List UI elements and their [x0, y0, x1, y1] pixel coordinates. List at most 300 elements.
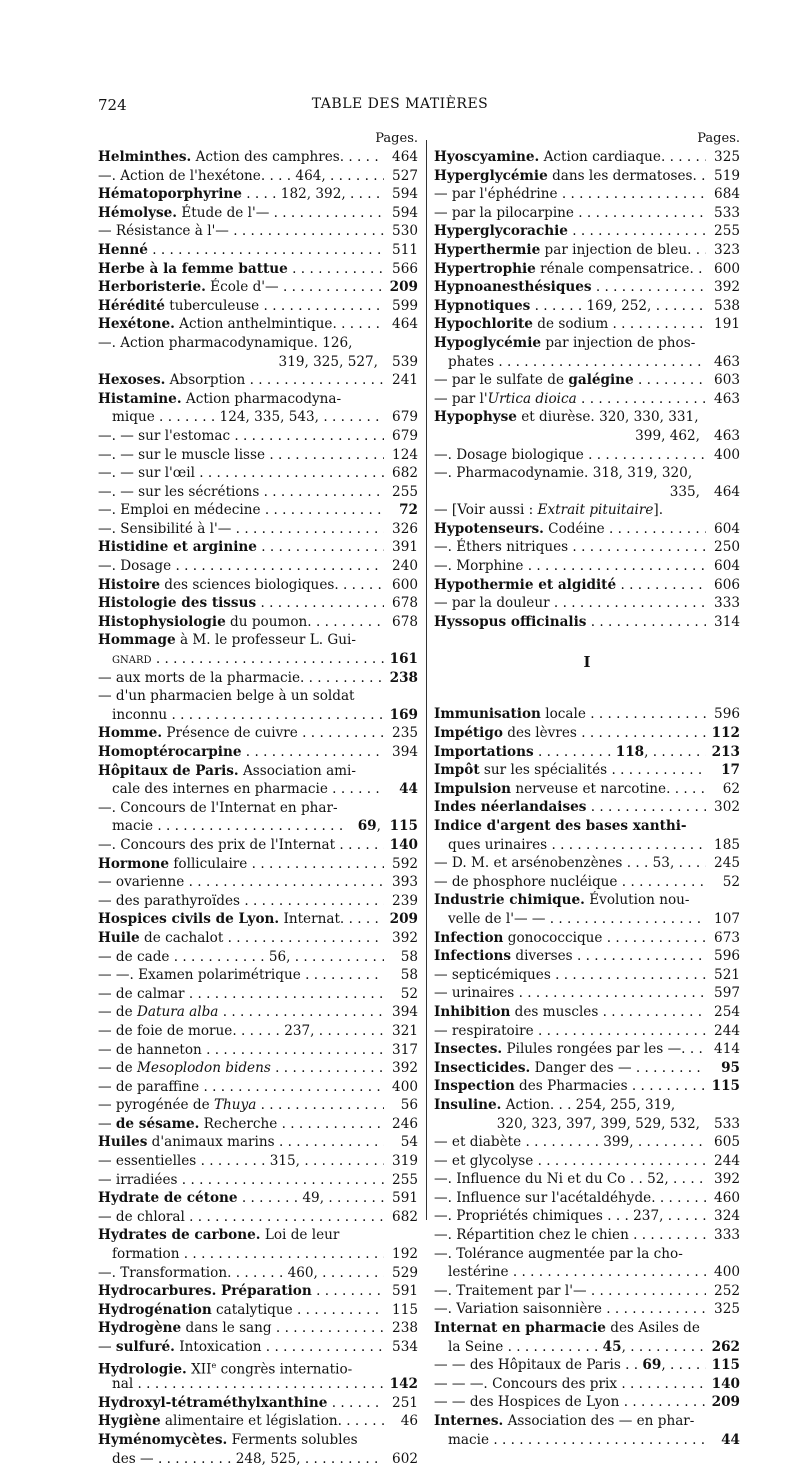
- entry-page: 684: [706, 185, 740, 204]
- index-entry: [434, 947, 740, 966]
- entry-page: 262: [706, 1338, 740, 1357]
- entry-text: Internat en pharmacie des Asiles de: [434, 1320, 700, 1337]
- entry-text: —. Concours de l'Internat en phar-: [98, 799, 338, 816]
- index-entry: [98, 836, 418, 855]
- index-entry: [434, 1356, 740, 1375]
- entry-page: 319: [384, 1152, 418, 1171]
- page-header: [0, 96, 800, 116]
- index-entry: [434, 910, 740, 929]
- entry-page: 463: [706, 390, 740, 409]
- entries-right: [434, 148, 740, 1449]
- entry-page: 302: [706, 798, 740, 817]
- entry-text: —. — sur l'estomac . . .: [98, 427, 384, 446]
- index-entry: [98, 1338, 418, 1357]
- entry-text: Hyperglycémie dans les dermatoses. . . .: [434, 167, 706, 186]
- entry-text: — par la douleur . . .: [434, 594, 706, 613]
- index-entry: [98, 780, 418, 799]
- index-entry: [98, 687, 418, 706]
- entry-page: 539: [384, 353, 418, 372]
- entry-page: 464: [384, 148, 418, 167]
- entry-text: lestérine . . .: [448, 1263, 706, 1282]
- index-entry: [98, 1282, 418, 1301]
- entry-text: —. Concours des prix de l'Internat . . . .: [98, 836, 384, 855]
- entry-page: 246: [384, 1115, 418, 1134]
- index-entry: [98, 1226, 418, 1245]
- entry-text: — ovarienne . . .: [98, 873, 384, 892]
- index-entry: [434, 1375, 740, 1394]
- entry-text: Histidine et arginine . . .: [98, 538, 384, 557]
- index-entry: [434, 241, 740, 260]
- entry-page: 529: [384, 1264, 418, 1283]
- entry-text: nal . . .: [112, 1375, 384, 1394]
- index-entry: [434, 594, 740, 613]
- index-entry: [434, 557, 740, 576]
- index-entry: [98, 315, 418, 334]
- index-entry: [434, 836, 740, 855]
- index-entry: [434, 1300, 740, 1319]
- index-entry: [98, 185, 418, 204]
- entry-text: Hôpitaux de Paris. Association ami-: [98, 762, 357, 779]
- index-entry: [98, 1022, 418, 1041]
- index-column-left: [98, 130, 418, 1468]
- index-entry: [98, 892, 418, 911]
- entry-text: Hydrogène dans le sang . . .: [98, 1319, 384, 1338]
- index-entry: [98, 1096, 418, 1115]
- index-entry: [98, 483, 418, 502]
- index-entry: [98, 743, 418, 762]
- index-entry: [98, 1245, 418, 1264]
- column-divider: [426, 140, 427, 1220]
- entry-page: 392: [706, 1170, 740, 1189]
- entry-text: Herboristerie. École d'— . . .: [98, 278, 384, 297]
- entry-text: Hypnoanesthésiques . . .: [434, 278, 706, 297]
- entry-text: Hyoscyamine. Action cardiaque. . . . . .: [434, 148, 706, 167]
- entry-text: —. — sur les sécrétions . . .: [98, 483, 384, 502]
- entry-page: 591: [384, 1282, 418, 1301]
- entry-page: 191: [706, 315, 740, 334]
- entry-text: —. — sur le muscle lisse . . .: [98, 446, 384, 465]
- index-entry: [434, 1226, 740, 1245]
- entry-text: — de foie de morue. . . . . . 237, . . .: [98, 1022, 384, 1041]
- entry-text: Insuline. Action. . . 254, 255, 319,: [434, 1096, 676, 1113]
- entry-text: — —. Examen polarimétrique . . . . . .: [98, 966, 384, 985]
- index-entry: [98, 297, 418, 316]
- index-entry: [98, 1431, 418, 1450]
- entry-text: Hygiène alimentaire et législation. . . . .: [98, 1412, 384, 1431]
- entry-page: 463: [706, 427, 740, 446]
- entry-page: 209: [384, 910, 418, 929]
- entry-text: — — des Hospices de Lyon . . .: [434, 1393, 706, 1412]
- entry-text: — de Datura alba . . .: [98, 1003, 384, 1022]
- entry-text: Histophysiologie du poumon. . . . . . .: [98, 613, 384, 632]
- entry-page: 169: [384, 706, 418, 725]
- entry-page: 606: [706, 576, 740, 595]
- entry-page: 604: [706, 557, 740, 576]
- index-entry: [98, 1133, 418, 1152]
- entry-page: 324: [706, 1207, 740, 1226]
- entry-page: 392: [384, 929, 418, 948]
- entry-text: — des parathyroïdes . . .: [98, 892, 384, 911]
- entry-text: Hérédité tuberculeuse . . .: [98, 297, 384, 316]
- entry-text: 399, 462,: [635, 427, 700, 444]
- entry-text: Hypothermie et algidité . . .: [434, 576, 706, 595]
- index-entry: [98, 1319, 418, 1338]
- index-entry: [98, 1301, 418, 1320]
- entry-text: —. Répartition chez le chien . . . . . . .: [434, 1226, 706, 1245]
- index-entry: [434, 743, 740, 762]
- entry-page: 679: [384, 427, 418, 446]
- entry-page: 252: [706, 1282, 740, 1301]
- index-entry: [434, 148, 740, 167]
- entry-page: 594: [384, 185, 418, 204]
- index-entry: [434, 780, 740, 799]
- entry-page: 255: [384, 483, 418, 502]
- entry-text: Hyménomycètes. Ferments solubles: [98, 1431, 358, 1448]
- section-letter-text: I: [583, 653, 591, 672]
- entry-text: —. Éthers nitriques . . .: [434, 538, 706, 557]
- entry-text: —. Emploi en médecine . . .: [98, 501, 384, 520]
- index-entry: [98, 427, 418, 446]
- index-entry: [434, 1096, 740, 1115]
- index-entry: [434, 1059, 740, 1078]
- section-letter: [434, 631, 740, 705]
- index-entry: [98, 464, 418, 483]
- entry-page: 538: [706, 297, 740, 316]
- index-entry: [98, 873, 418, 892]
- index-entry: [434, 724, 740, 743]
- index-entry: [434, 278, 740, 297]
- index-entry: [98, 1208, 418, 1227]
- entry-page: 678: [384, 594, 418, 613]
- entry-text: — de hanneton . . .: [98, 1041, 384, 1060]
- entry-text: Hydrogénation catalytique . . .: [98, 1301, 384, 1320]
- entry-text: Impétigo des lèvres . . .: [434, 724, 706, 743]
- entry-text: Hypophyse et diurèse. 320, 330, 331,: [434, 409, 699, 426]
- index-entry: [434, 873, 740, 892]
- index-entry: [98, 520, 418, 539]
- index-entry: [98, 1412, 418, 1431]
- index-entry: [98, 724, 418, 743]
- entry-text: phates . . .: [448, 353, 706, 372]
- entry-page: 325: [706, 148, 740, 167]
- entry-text: macie . . .: [448, 1431, 706, 1450]
- entry-page: 392: [706, 278, 740, 297]
- entry-page: 240: [384, 557, 418, 576]
- index-entry: [434, 334, 740, 353]
- entry-text: — aux morts de la pharmacie. . . . . . .: [98, 669, 384, 688]
- entry-text: Importations . . . . . . . . . 118, . . .: [434, 743, 706, 762]
- index-entry: [434, 1022, 740, 1041]
- entry-text: Histoire des sciences biologiques. . . . .: [98, 576, 384, 595]
- index-entry: [434, 501, 740, 520]
- entry-page: 323: [706, 241, 740, 260]
- index-entry: [98, 408, 418, 427]
- entry-page: 679: [384, 408, 418, 427]
- entry-text: Hyssopus officinalis . . .: [434, 613, 706, 632]
- entry-text: — irradiées . . .: [98, 1171, 384, 1190]
- entry-text: Henné . . .: [98, 241, 384, 260]
- index-entry: [98, 501, 418, 520]
- index-entry: [434, 185, 740, 204]
- entry-text: inconnu . . .: [112, 706, 384, 725]
- entry-page: 464: [706, 483, 740, 502]
- index-entry: [434, 1319, 740, 1338]
- entry-text: 335,: [669, 483, 700, 500]
- entry-page: 107: [706, 910, 740, 929]
- entry-text: — de chloral . . .: [98, 1208, 384, 1227]
- index-entry: [434, 854, 740, 873]
- entry-page: 244: [706, 1152, 740, 1171]
- entry-page: 414: [706, 1040, 740, 1059]
- index-entry: [98, 241, 418, 260]
- entry-page: 463: [706, 353, 740, 372]
- entry-text: Hypertrophie rénale compensatrice. . . .: [434, 260, 706, 279]
- index-entry: [98, 929, 418, 948]
- index-entry: [98, 1003, 418, 1022]
- entry-page: 185: [706, 836, 740, 855]
- entry-page: 603: [706, 371, 740, 390]
- entry-page: 140: [384, 836, 418, 855]
- entry-page: 600: [706, 260, 740, 279]
- page-number: 724: [98, 96, 127, 114]
- pages-label: Pages.: [375, 131, 418, 146]
- index-entry: [98, 390, 418, 409]
- entry-page: 325: [706, 1300, 740, 1319]
- index-entry: [434, 984, 740, 1003]
- entry-page: 682: [384, 1208, 418, 1227]
- index-entry: [434, 483, 740, 502]
- entry-text: Hydrates de carbone. Loi de leur: [98, 1227, 340, 1244]
- index-entry: [434, 1133, 740, 1152]
- entry-text: Homoptérocarpine . . .: [98, 743, 384, 762]
- entry-page: 592: [384, 855, 418, 874]
- entry-text: Hydroxyl-tétraméthylxanthine . . . . . .: [98, 1394, 384, 1413]
- entry-text: — Résistance à l'— . . .: [98, 222, 384, 241]
- entry-text: Insectes. Pilules rongées par les —. . . .: [434, 1040, 706, 1059]
- index-entry: [98, 762, 418, 781]
- entry-text: Hydrocarbures. Préparation . . . . . . .: [98, 1282, 384, 1301]
- entry-page: 534: [384, 1338, 418, 1357]
- index-entry: [98, 799, 418, 818]
- entry-text: — par l'Urtica dioica . . .: [434, 390, 706, 409]
- index-entry: [434, 1189, 740, 1208]
- index-entry: [434, 371, 740, 390]
- entry-text: macie . . . . . . . . . . . . . . . .: [112, 817, 348, 836]
- index-entry: [434, 761, 740, 780]
- entry-page: 394: [384, 743, 418, 762]
- entry-text: Impulsion nerveuse et narcotine. . . . . .: [434, 780, 706, 799]
- entry-page: 209: [384, 278, 418, 297]
- entry-text: Hyperthermie par injection de bleu. . . .: [434, 241, 706, 260]
- entry-page: 596: [706, 705, 740, 724]
- entry-page: 533: [706, 1115, 740, 1134]
- index-entry: [434, 1338, 740, 1357]
- entry-page: 566: [384, 260, 418, 279]
- pages-label: Pages.: [697, 131, 740, 146]
- entry-page: 255: [706, 222, 740, 241]
- entry-text: Helminthes. Action des camphres. . . . .: [98, 148, 384, 167]
- index-entry: [434, 817, 740, 836]
- entry-text: Immunisation locale . . .: [434, 705, 706, 724]
- index-entry: [434, 1282, 740, 1301]
- entry-page: 460: [706, 1189, 740, 1208]
- index-entry: [434, 353, 740, 372]
- entry-text: Histamine. Action pharmacodyna-: [98, 390, 342, 407]
- entry-page: 321: [384, 1022, 418, 1041]
- entry-page: 333: [706, 1226, 740, 1245]
- entry-text: Hospices civils de Lyon. Internat. . . .: [98, 910, 384, 929]
- entry-page: 317: [384, 1041, 418, 1060]
- entry-text: — de Mesoplodon bidens . . .: [98, 1059, 384, 1078]
- index-entry: [98, 985, 418, 1004]
- entry-page: 594: [384, 204, 418, 223]
- index-entry: [98, 167, 418, 186]
- index-entry: [434, 1263, 740, 1282]
- entry-page: 393: [384, 873, 418, 892]
- entry-page: 251: [384, 1394, 418, 1413]
- entry-text: Impôt sur les spécialités . . .: [434, 761, 706, 780]
- entry-page: 142: [384, 1375, 418, 1394]
- index-entry: [98, 334, 418, 353]
- index-entry: [98, 1152, 418, 1171]
- index-entry: [434, 204, 740, 223]
- index-entry: [98, 1171, 418, 1190]
- index-entry: [434, 167, 740, 186]
- entry-text: — d'un pharmacien belge à un soldat: [98, 688, 355, 705]
- entry-page: 72: [384, 501, 418, 520]
- entry-text: Infections diverses . . .: [434, 947, 706, 966]
- entry-text: Hexoses. Absorption . . .: [98, 371, 384, 390]
- index-entry: [434, 446, 740, 465]
- index-entry: [434, 705, 740, 724]
- entry-text: 320, 323, 397, 399, 529, 532,: [496, 1115, 700, 1132]
- entry-page: 599: [384, 297, 418, 316]
- entry-page: 678: [384, 613, 418, 632]
- entry-page: 530: [384, 222, 418, 241]
- entry-text: Hyperglycorachie . . .: [434, 222, 706, 241]
- entry-page: 673: [706, 929, 740, 948]
- index-entry: [434, 427, 740, 446]
- entry-text: la Seine . . . . . . . . . . . 45, . . .: [448, 1338, 706, 1357]
- entry-text: —. Pharmacodynamie. 318, 319, 320,: [434, 465, 693, 482]
- index-entry: [98, 576, 418, 595]
- entry-page: 238: [384, 1319, 418, 1338]
- entry-text: Hypoglycémie par injection de phos-: [434, 334, 696, 351]
- entry-text: —. Dosage . . .: [98, 557, 384, 576]
- index-entry: [434, 1152, 740, 1171]
- index-entry: [434, 798, 740, 817]
- running-title: TABLE DES MATIÈRES: [311, 96, 489, 112]
- index-entry: [98, 613, 418, 632]
- index-entry: [98, 1264, 418, 1283]
- index-entry: [434, 1393, 740, 1412]
- entry-page: 235: [384, 724, 418, 743]
- entry-page: 44: [384, 780, 418, 799]
- entry-text: —. Influence du Ni et du Co . . 52, . . .: [434, 1170, 706, 1189]
- index-entry: [98, 1450, 418, 1468]
- entry-page: 255: [384, 1171, 418, 1190]
- entry-page: 241: [384, 371, 418, 390]
- index-entry: [434, 576, 740, 595]
- entry-page: 140: [706, 1375, 740, 1394]
- entry-text: —. Tolérance augmentée par la cho-: [434, 1245, 683, 1262]
- index-entry: [434, 222, 740, 241]
- entry-text: velle de l'— — . . .: [448, 910, 706, 929]
- entry-page: 245: [706, 854, 740, 873]
- entry-page: 244: [706, 1022, 740, 1041]
- index-entry: [98, 594, 418, 613]
- index-entry: [434, 1207, 740, 1226]
- index-entry: [98, 260, 418, 279]
- entry-text: — — —. Concours des prix . . .: [434, 1375, 706, 1394]
- entry-page: 400: [706, 1263, 740, 1282]
- entry-text: 319, 325, 527,: [278, 353, 378, 370]
- entry-text: Insecticides. Danger des — . . .: [434, 1059, 706, 1078]
- entry-text: GNARD . . .: [112, 650, 384, 671]
- entry-page: 44: [706, 1431, 740, 1450]
- entry-page: 69, 115: [348, 817, 418, 836]
- entry-text: — de calmar . . .: [98, 985, 384, 1004]
- entry-text: — de cade . . . . . . . . . . . 56, . . .: [98, 948, 384, 967]
- index-entry: [98, 669, 418, 688]
- entries-left: [98, 148, 418, 1468]
- entry-text: —. Action de l'hexétone. . . . 464, . . .: [98, 167, 384, 186]
- entry-text: ques urinaires . . .: [448, 836, 706, 855]
- index-entry: [434, 315, 740, 334]
- index-entry: [98, 353, 418, 372]
- entry-page: 52: [706, 873, 740, 892]
- index-entry: [434, 390, 740, 409]
- entry-text: Huile de cachalot . . .: [98, 929, 384, 948]
- index-entry: [98, 1394, 418, 1413]
- entry-text: —. Propriétés chimiques . . . 237, . . .: [434, 1207, 706, 1226]
- entry-page: 521: [706, 966, 740, 985]
- entry-page: 62: [706, 780, 740, 799]
- entry-text: — [Voir aussi : Extrait pituitaire].: [434, 502, 664, 519]
- entry-text: —. Morphine . . .: [434, 557, 706, 576]
- entry-page: 254: [706, 1003, 740, 1022]
- index-column-right: [434, 130, 740, 1449]
- index-entry: [98, 948, 418, 967]
- index-entry: [98, 1357, 418, 1376]
- entry-page: 209: [706, 1393, 740, 1412]
- entry-page: 326: [384, 520, 418, 539]
- index-entry: [98, 222, 418, 241]
- index-entry: [98, 278, 418, 297]
- entry-page: 533: [706, 204, 740, 223]
- index-entry: [434, 1003, 740, 1022]
- entry-text: Hématoporphyrine . . . . 182, 392, . . .: [98, 185, 384, 204]
- entry-text: —. Dosage biologique . . .: [434, 446, 706, 465]
- index-entry: [434, 1412, 740, 1431]
- entry-text: cale des internes en pharmacie . . . . .: [112, 780, 384, 799]
- entry-page: 602: [384, 1450, 418, 1468]
- entry-page: 392: [384, 1059, 418, 1078]
- entry-page: 192: [384, 1245, 418, 1264]
- index-entry: [98, 966, 418, 985]
- index-entry: [434, 464, 740, 483]
- index-entry: [434, 297, 740, 316]
- entry-text: Inhibition des muscles . . .: [434, 1003, 706, 1022]
- entry-text: —. Traitement par l'— . . .: [434, 1282, 706, 1301]
- entry-page: 527: [384, 167, 418, 186]
- entry-text: Hypochlorite de sodium . . .: [434, 315, 706, 334]
- entry-page: 596: [706, 947, 740, 966]
- entry-page: 115: [706, 1077, 740, 1096]
- entry-text: Indice d'argent des bases xanthi-: [434, 818, 687, 834]
- entry-text: Industrie chimique. Évolution nou-: [434, 892, 690, 909]
- entry-page: 238: [384, 669, 418, 688]
